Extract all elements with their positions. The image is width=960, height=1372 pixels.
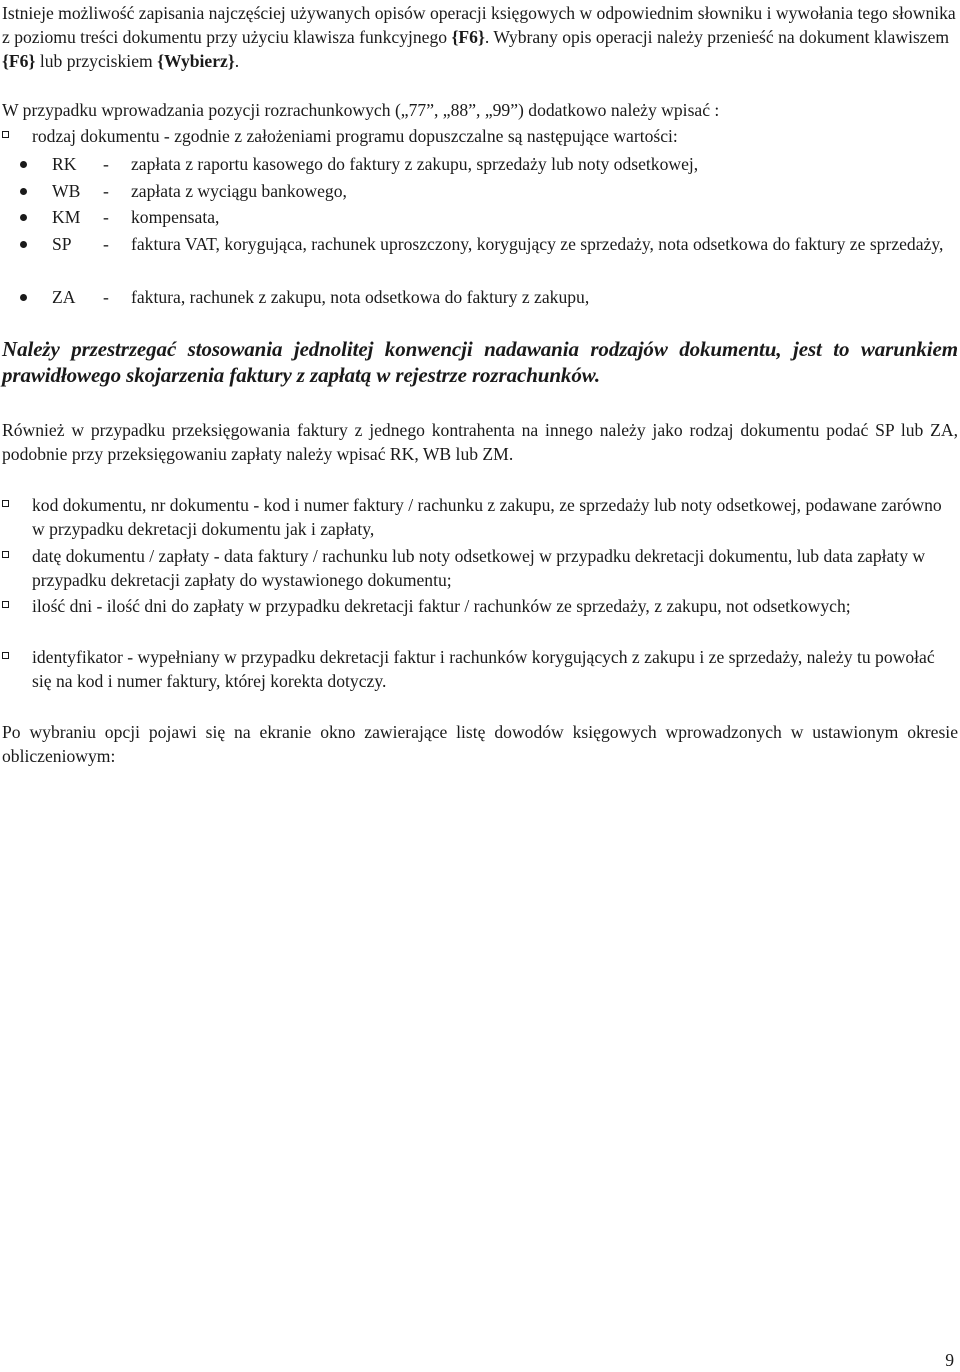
bullet-dot-icon (20, 214, 27, 221)
checkbox-square-icon (2, 551, 9, 558)
wybierz-button-reference: {Wybierz} (157, 51, 235, 71)
intro-paragraph (2, 1, 958, 73)
checkbox-square-icon (2, 500, 9, 507)
doc-type-code: RK (52, 154, 77, 174)
page-number: 9 (945, 1350, 954, 1370)
intro-text-4: . (234, 51, 240, 71)
doc-type-description: zapłata z raportu kasowego do faktury z zakupu, sprzedaży lub noty odsetkowej, (131, 154, 699, 174)
doc-type-dash: - (103, 207, 109, 227)
bullet-dot-icon (20, 188, 27, 195)
doc-type-description: faktura VAT, korygująca, rachunek uproszczony, korygujący ze sprzedaży, nota odsetkowa do faktury ze sprzedaży, (131, 234, 944, 254)
doc-type-dash: - (103, 154, 109, 174)
bullet-dot-icon (20, 241, 27, 248)
list-item-days-count (0, 594, 958, 618)
doc-type-za (0, 285, 958, 309)
field-description: identyfikator - wypełniany w przypadku dekretacji faktur i rachunków korygujących z zakupu i ze sprzedaży, należy tu powołać się na kod i numer faktury, której korekta dotyczy. (32, 647, 935, 691)
doc-type-dash: - (103, 234, 109, 254)
doc-type-description: zapłata z wyciągu bankowego, (131, 181, 347, 201)
doc-type-code: SP (52, 234, 72, 254)
intro-text-3: lub przyciskiem (35, 51, 158, 71)
bullet-dot-icon (20, 294, 27, 301)
key-f6-reference: {F6} (451, 27, 485, 47)
list-item-doc-type (0, 124, 958, 148)
doc-type-code: KM (52, 207, 81, 227)
doc-type-km (0, 205, 958, 229)
checkbox-square-icon (2, 601, 9, 608)
doc-type-dash: - (103, 287, 109, 307)
doc-type-description: faktura, rachunek z zakupu, nota odsetkowa do faktury z zakupu, (131, 287, 590, 307)
doc-type-dash: - (103, 181, 109, 201)
doc-type-code: ZA (52, 287, 76, 307)
final-paragraph: Po wybraniu opcji pojawi się na ekranie okno zawierające listę dowodów księgowych wprowadzonych w ustawionym okresie obliczeniowym: (2, 722, 958, 766)
convention-warning: Należy przestrzegać stosowania jednolitej konwencji nadawania rodzajów dokumentu, jest to warunkiem prawidłowego skojarzenia faktury z zapłatą w rejestrze rozrachunków. (2, 337, 958, 387)
doc-type-rk (0, 152, 958, 176)
rebooking-paragraph: Również w przypadku przeksięgowania faktury z jednego kontrahenta na innego należy jako rodzaj dokumentu podać SP lub ZA, podobnie przy przeksięgowaniu zapłaty należy wpisać RK, WB lub ZM. (2, 420, 958, 464)
settlement-lead: W przypadku wprowadzania pozycji rozrachunkowych („77”, „88”, „99”) dodatkowo należy wpisać : (2, 100, 720, 120)
doc-type-code: WB (52, 181, 81, 201)
field-description: datę dokumentu / zapłaty - data faktury / rachunku lub noty odsetkowej w przypadku dekretacji dokumentu, lub data zapłaty w przypadku dekretacji zapłaty do wystawionego dokumentu; (32, 546, 926, 590)
field-description: ilość dni - ilość dni do zapłaty w przypadku dekretacji faktur / rachunków ze sprzedaży, z zakupu, not odsetkowych; (32, 596, 851, 616)
list-item-identifier (0, 645, 958, 693)
doc-type-text: rodzaj dokumentu - zgodnie z założeniami programu dopuszczalne są następujące wartości: (32, 126, 678, 146)
intro-text-2: . Wybrany opis operacji należy przenieść na dokument klawiszem (484, 27, 950, 47)
checkbox-square-icon (2, 652, 9, 659)
doc-type-sp (0, 232, 958, 256)
bullet-dot-icon (20, 161, 27, 168)
intro-text-1: Istnieje możliwość zapisania najczęściej używanych opisów operacji księgowych w odpowiednim słowniku i wywołania tego słownika z poziomu treści dokumentu przy użyciu klawisza funkcyjnego (2, 3, 956, 47)
field-description: kod dokumentu, nr dokumentu - kod i numer faktury / rachunku z zakupu, ze sprzedaży lub noty odsetkowej, podawane zarówno w przypadku dekretacji dokumentu jak i zapłaty, (32, 495, 942, 539)
doc-type-description: kompensata, (131, 207, 220, 227)
doc-type-wb (0, 179, 958, 203)
checkbox-square-icon (2, 131, 9, 138)
list-item-document-date (0, 544, 958, 592)
key-f6-reference-2: {F6} (2, 51, 36, 71)
list-item-document-code (0, 493, 958, 541)
